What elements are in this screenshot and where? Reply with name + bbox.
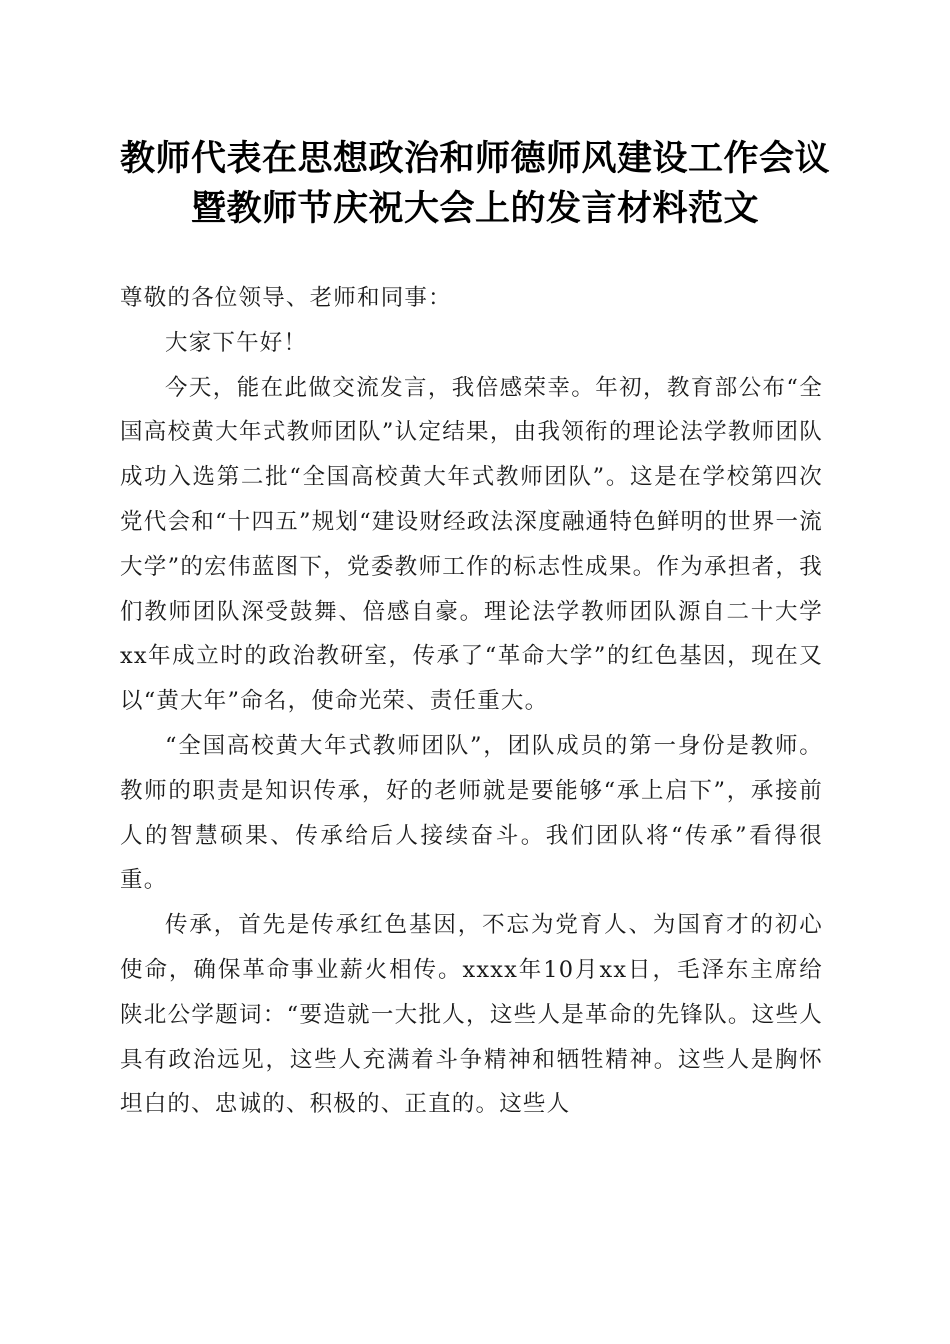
title-line-2: 暨教师节庆祝大会上的发言材料范文 (190, 188, 759, 229)
title-line-1: 教师代表在思想政治和师德师风建设工作会议 (119, 138, 830, 179)
document-title (100, 134, 850, 234)
document-body (120, 276, 823, 1127)
paragraph-heritage: 传承，首先是传承红色基因，不忘为党育人、为国育才的初心使命，确保革命事业薪火相传。xxxx年10月xx日，毛泽东主席给陕北公学题词：“要造就一大批人，这些人是革命的先锋队。这些人具有政治远见，这些人充满着斗争精神和牺牲精神。这些人是胸怀坦白的、忠诚的、积极的、正直的。这些人 (120, 912, 823, 1118)
salutation: 尊敬的各位领导、老师和同事： (120, 285, 452, 311)
paragraph-team-identity: “全国高校黄大年式教师团队”，团队成员的第一身份是教师。教师的职责是知识传承，好的老师就是要能够“承上启下”，承接前人的智慧硕果、传承给后人接续奋斗。我们团队将“传承”看得很重。 (120, 732, 823, 894)
paragraph-intro: 今天，能在此做交流发言，我倍感荣幸。年初，教育部公布“全国高校黄大年式教师团队”认定结果，由我领衔的理论法学教师团队成功入选第二批“全国高校黄大年式教师团队”。这是在学校第四次党代会和“十四五”规划“建设财经政法深度融通特色鲜明的世界一流大学”的宏伟蓝图下，党委教师工作的标志性成果。作为承担者，我们教师团队深受鼓舞、倍感自豪。理论法学教师团队源自二十大学xx年成立时的政治教研室，传承了“革命大学”的红色基因，现在又以“黄大年”命名，使命光荣、责任重大。 (120, 374, 823, 715)
paragraph-greeting: 大家下午好！ (165, 329, 308, 356)
